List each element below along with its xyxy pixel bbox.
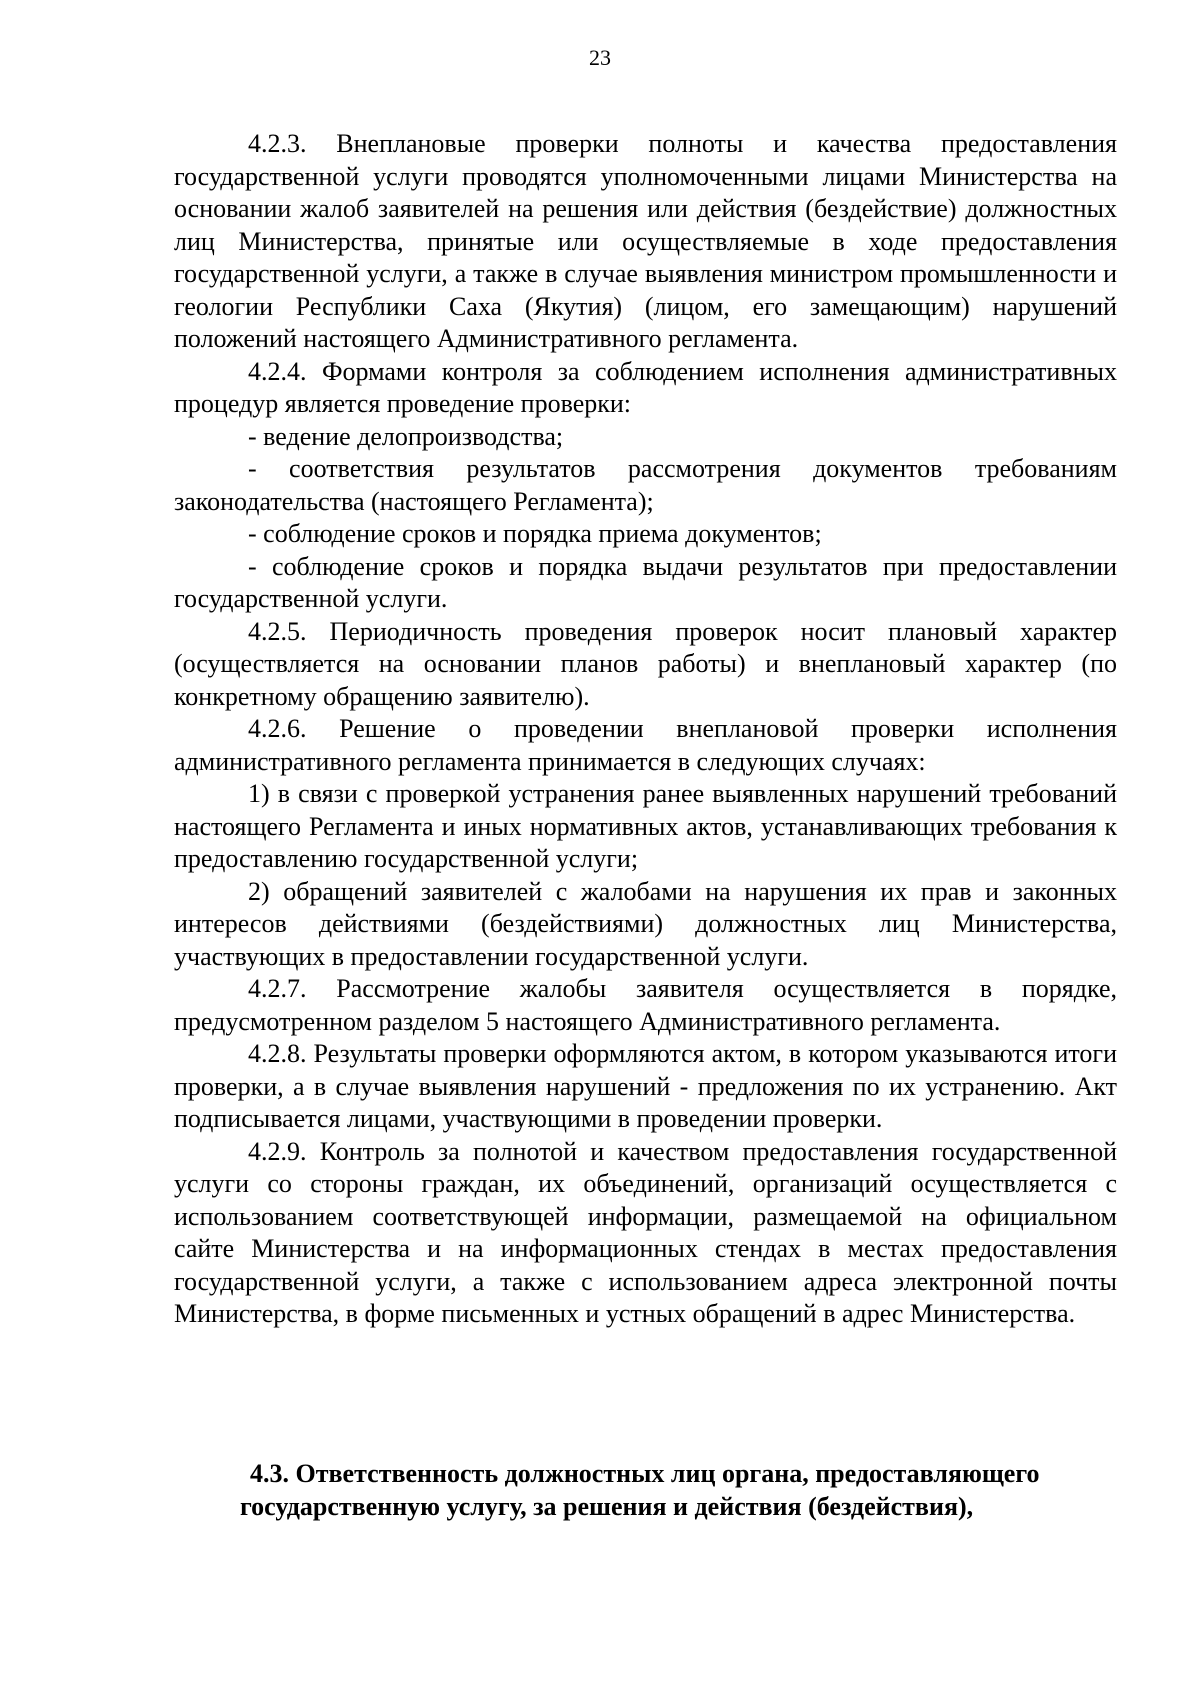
list-item-document-intake-deadlines: - соблюдение сроков и порядка приема документов; xyxy=(248,519,822,548)
paragraph-4-2-6: 4.2.6. Решение о проведении внеплановой проверки исполнения административного регламента принимается в следующих случаях: xyxy=(174,714,1117,776)
list-item-compliance-with-legislation: - соответствия результатов рассмотрения документов требованиям законодательства (настоящего Регламента); xyxy=(174,454,1117,516)
paragraph-4-2-3: 4.2.3. Внеплановые проверки полноты и качества предоставления государственной услуги проводятся уполномоченными лицами Министерства на основании жалоб заявителей на решения или действия (бездействие) должностных лиц Министерства, принятые или осуществляемые в ходе предоставления государственной услуги, а также в случае выявления министром промышленности и геологии Республики Саха (Якутия) (лицом, его замещающим) нарушений положений настоящего Административного регламента. xyxy=(174,129,1117,353)
section-heading-line-2: государственную услугу, за решения и действия (бездействия), xyxy=(240,1491,974,1521)
section-heading-4-3 xyxy=(240,1458,1120,1523)
section-heading-line-1: 4.3. Ответственность должностных лиц органа, предоставляющего xyxy=(250,1459,1040,1488)
paragraph-4-2-9: 4.2.9. Контроль за полнотой и качеством предоставления государственной услуги со стороны граждан, их объединений, организаций осуществляется с использованием соответствующей информации, размещаемой на официальном сайте Министерства и на информационных стендах в местах предоставления государственной услуги, а также с использованием адреса электронной почты Министерства, в форме письменных и устных обращений в адрес Министерства. xyxy=(174,1136,1117,1328)
paragraph-4-2-8: 4.2.8. Результаты проверки оформляются актом, в котором указываются итоги проверки, а в случае выявления нарушений - предложения по их устранению. Акт подписывается лицами, участвующими в проведении проверки. xyxy=(174,1039,1117,1133)
paragraph-4-2-7: 4.2.7. Рассмотрение жалобы заявителя осуществляется в порядке, предусмотренном разделом 5 настоящего Административного регламента. xyxy=(174,974,1117,1036)
paragraph-4-2-4: 4.2.4. Формами контроля за соблюдением исполнения административных процедур является проведение проверки: xyxy=(174,356,1117,418)
paragraph-4-2-5: 4.2.5. Периодичность проведения проверок носит плановый характер (осуществляется на основании планов работы) и внеплановый характер (по конкретному обращению заявителю). xyxy=(174,616,1117,711)
list-item-case-1: 1) в связи с проверкой устранения ранее выявленных нарушений требований настоящего Регламента и иных нормативных актов, устанавливающих требования к предоставлению государственной услуги; xyxy=(174,779,1117,873)
list-item-record-keeping: - ведение делопроизводства; xyxy=(248,421,564,451)
list-item-results-issuance-deadlines: - соблюдение сроков и порядка выдачи результатов при предоставлении государственной услуги. xyxy=(174,551,1117,613)
list-item-case-2: 2) обращений заявителей с жалобами на нарушения их прав и законных интересов действиями (бездействиями) должностных лиц Министерства, участвующих в предоставлении государственной услуги. xyxy=(174,876,1117,971)
page-number: 23 xyxy=(589,45,611,70)
document-body xyxy=(174,128,1117,1331)
